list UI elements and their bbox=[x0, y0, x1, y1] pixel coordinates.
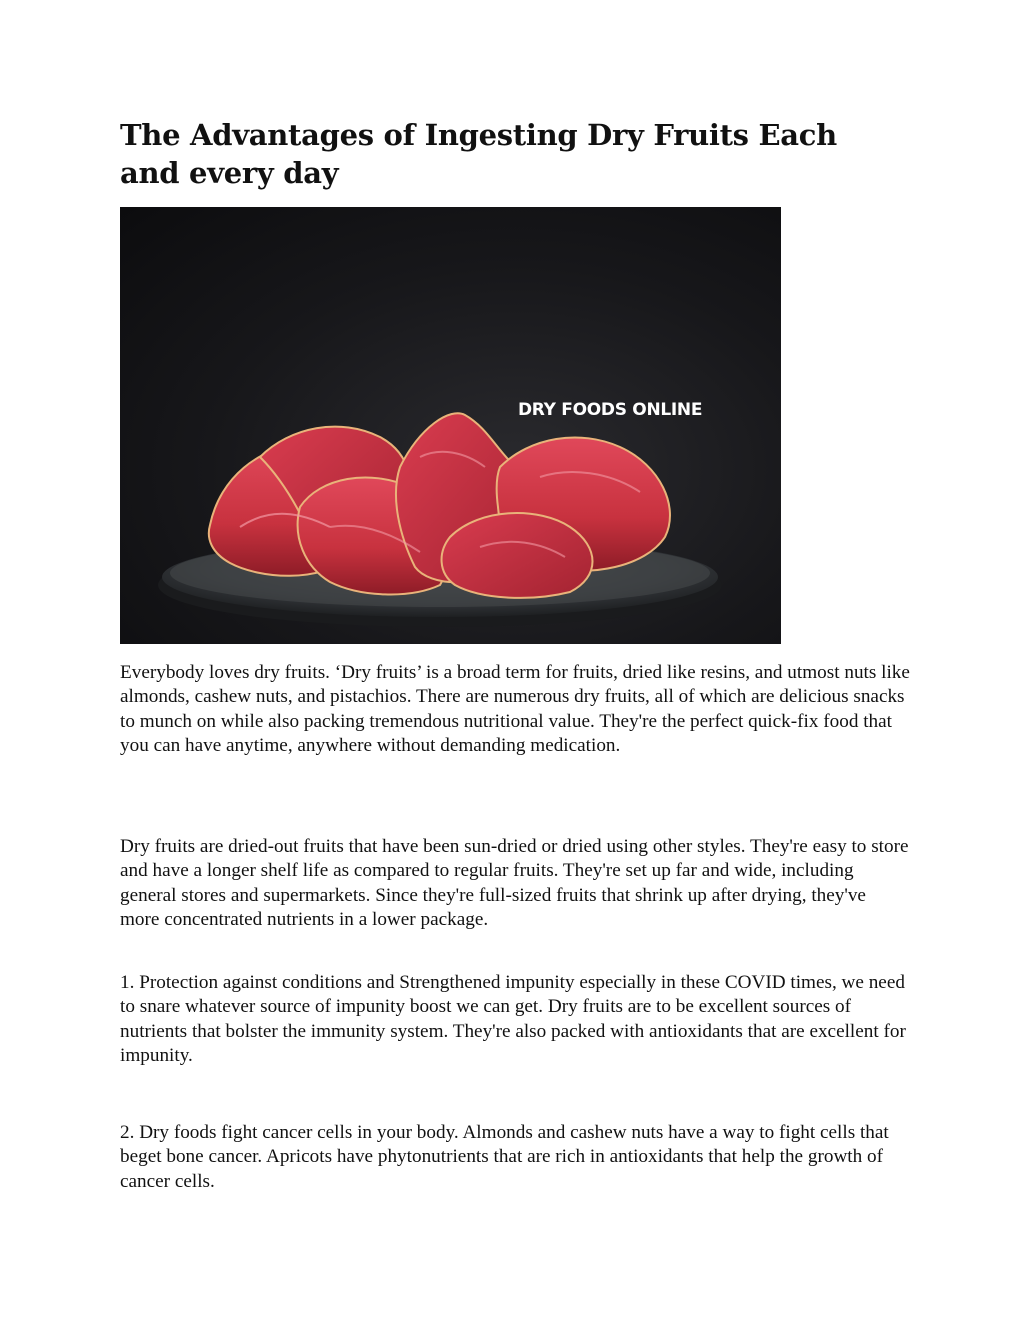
paragraph-definition: Dry fruits are dried-out fruits that have been sun-dried or dried using other styles. They're easy to store and have a longer shelf life as compared to regular fruits. They're set up far and wide, including general stores and supermarkets. Since they're full-sized fruits that shrink up after drying, they've more concentrated nutrients in a lower package. bbox=[120, 836, 909, 931]
paragraph-benefit-1: 1. Protection against conditions and Strengthened impunity especially in these COVID times, we need to snare whatever source of impunity boost we can get. Dry fruits are to be excellent sources of nutrients that bolster the immunity system. They're also packed with antioxidants that are excellent for impunity. bbox=[120, 972, 906, 1067]
hero-image bbox=[120, 207, 781, 644]
hero-overlay-text: DRY FOODS ONLINE bbox=[518, 400, 703, 420]
paragraph-benefit-2: 2. Dry foods fight cancer cells in your body. Almonds and cashew nuts have a way to fight cells that beget bone cancer. Apricots have phytonutrients that are rich in antioxidants that help the growth of cancer cells. bbox=[120, 1122, 889, 1192]
page-title: The Advantages of Ingesting Dry Fruits Each and every day bbox=[120, 118, 837, 190]
paragraph-intro: Everybody loves dry fruits. ‘Dry fruits’ is a broad term for fruits, dried like resins, and utmost nuts like almonds, cashew nuts, and pistachios. There are numerous dry fruits, all of which are delicious snacks to munch on while also packing tremendous nutritional value. They're the perfect quick-fix food that you can have anytime, anywhere without demanding medication. bbox=[120, 662, 910, 757]
sliced-meat-on-slate-illustration bbox=[120, 207, 781, 644]
